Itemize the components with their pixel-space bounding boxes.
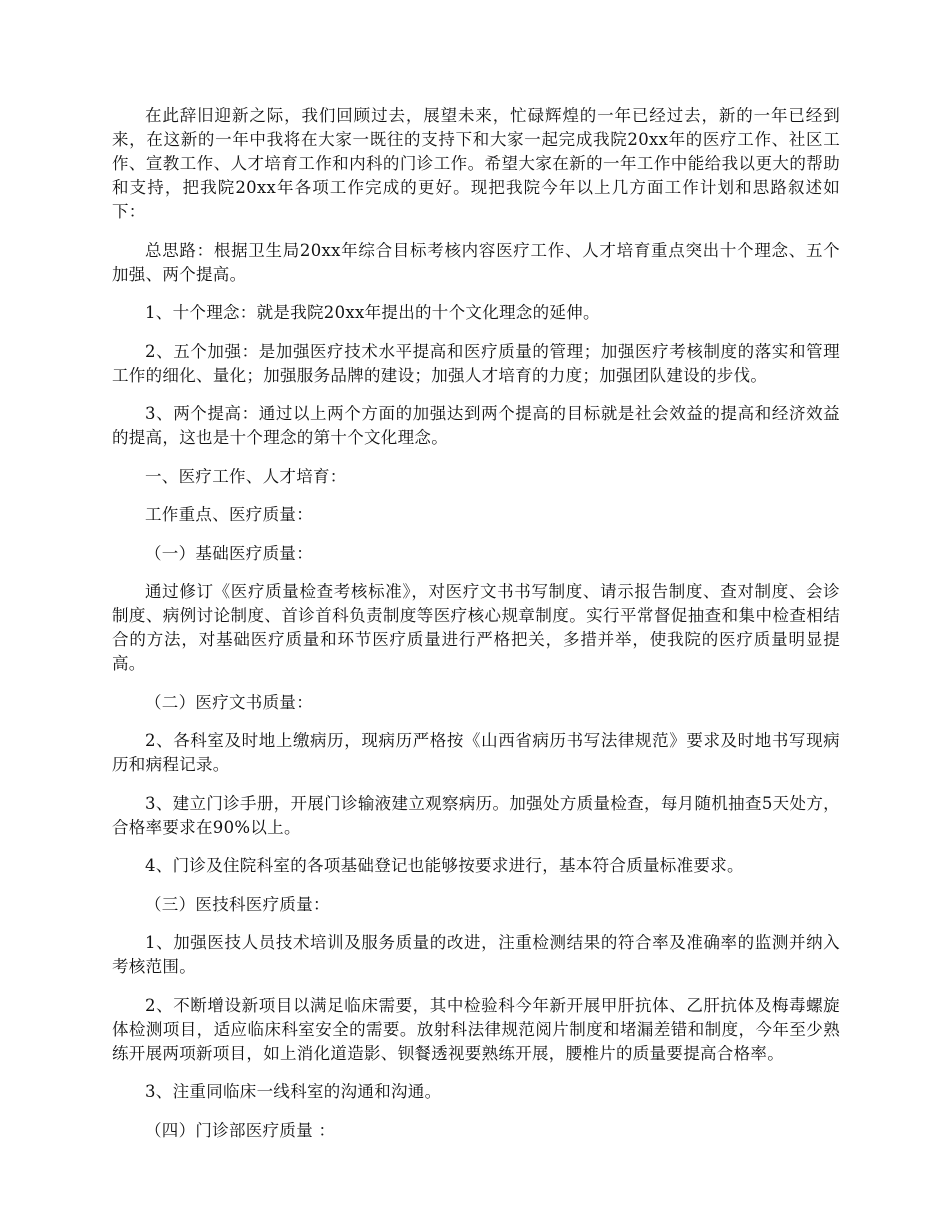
subsection-heading-tech-quality: （三）医技科医疗质量： bbox=[145, 894, 330, 914]
work-focus-heading: 工作重点、医疗质量： bbox=[145, 505, 313, 524]
five-strengthens-paragraph: 2、五个加强：是加强医疗技术水平提高和医疗质量的管理；加强医疗考核制度的落实和管理工作的细化、量化；加强服务品牌的建设；加强人才培育的力度；加强团队建设的步伐。 bbox=[112, 341, 840, 385]
subsection-heading-outpatient-quality: （四）门诊部医疗质量 ： bbox=[145, 1120, 336, 1140]
two-improvements-paragraph: 3、两个提高：通过以上两个方面的加强达到两个提高的目标就是社会效益的提高和经济效益的提高，这也是十个理念的第十个文化理念。 bbox=[112, 404, 840, 447]
documents-item-3: 3、建立门诊手册，开展门诊输液建立观察病历。加强处方质量检查，每月随机抽查5天处方，合格率要求在90%以上。 bbox=[112, 793, 840, 837]
subsection-heading-documents-quality: （二）医疗文书质量： bbox=[145, 692, 313, 712]
overall-idea-paragraph: 总思路：根据卫生局20xx年综合目标考核内容医疗工作、人才培育重点突出十个理念、五个加强、两个提高。 bbox=[112, 240, 840, 284]
section-heading-medical-work: 一、医疗工作、人才培育： bbox=[145, 466, 347, 486]
basic-quality-paragraph: 通过修订《医疗质量检查考核标准》，对医疗文书书写制度、请示报告制度、查对制度、会诊制度、病例讨论制度、首诊首科负责制度等医疗核心规章制度。实行平常督促抽查和集中检查相结合的方法，对基础医疗质量和环节医疗质量进行严格把关，多措并举，使我院的医疗质量明显提高。 bbox=[112, 582, 840, 673]
documents-item-4: 4、门诊及住院科室的各项基础登记也能够按要求进行，基本符合质量标准要求。 bbox=[145, 856, 744, 875]
subsection-heading-basic-quality: （一）基础医疗质量： bbox=[145, 543, 313, 563]
ten-concepts-paragraph: 1、十个理念：就是我院20xx年提出的十个文化理念的延伸。 bbox=[145, 303, 600, 322]
tech-item-2: 2、不断增设新项目以满足临床需要，其中检验科今年新开展甲肝抗体、乙肝抗体及梅毒螺旋体检测项目，适应临床科室安全的需要。放射科法律规范阅片制度和堵漏差错和制度，今年至少熟练开展两项新项目，如上消化道造影、钡餐透视要熟练开展，腰椎片的质量要提高合格率。 bbox=[112, 995, 840, 1063]
tech-item-1: 1、加强医技人员技术培训及服务质量的改进，注重检测结果的符合率及准确率的监测并纳入考核范围。 bbox=[112, 933, 840, 976]
intro-paragraph: 在此辞旧迎新之际，我们回顾过去，展望未来，忙碌辉煌的一年已经过去，新的一年已经到来，在这新的一年中我将在大家一既往的支持下和大家一起完成我院20xx年的医疗工作、社区工作、宣教工作、人才培育工作和内科的门诊工作。希望大家在新的一年工作中能给我以更大的帮助和支持，把我院20xx年各项工作完成的更好。现把我院今年以上几方面工作计划和思路叙述如下： bbox=[112, 106, 840, 221]
document-body bbox=[112, 104, 840, 1157]
documents-item-2: 2、各科室及时地上缴病历，现病历严格按《山西省病历书写法律规范》要求及时地书写现病历和病程记录。 bbox=[112, 731, 840, 774]
tech-item-3: 3、注重同临床一线科室的沟通和沟通。 bbox=[145, 1082, 442, 1101]
